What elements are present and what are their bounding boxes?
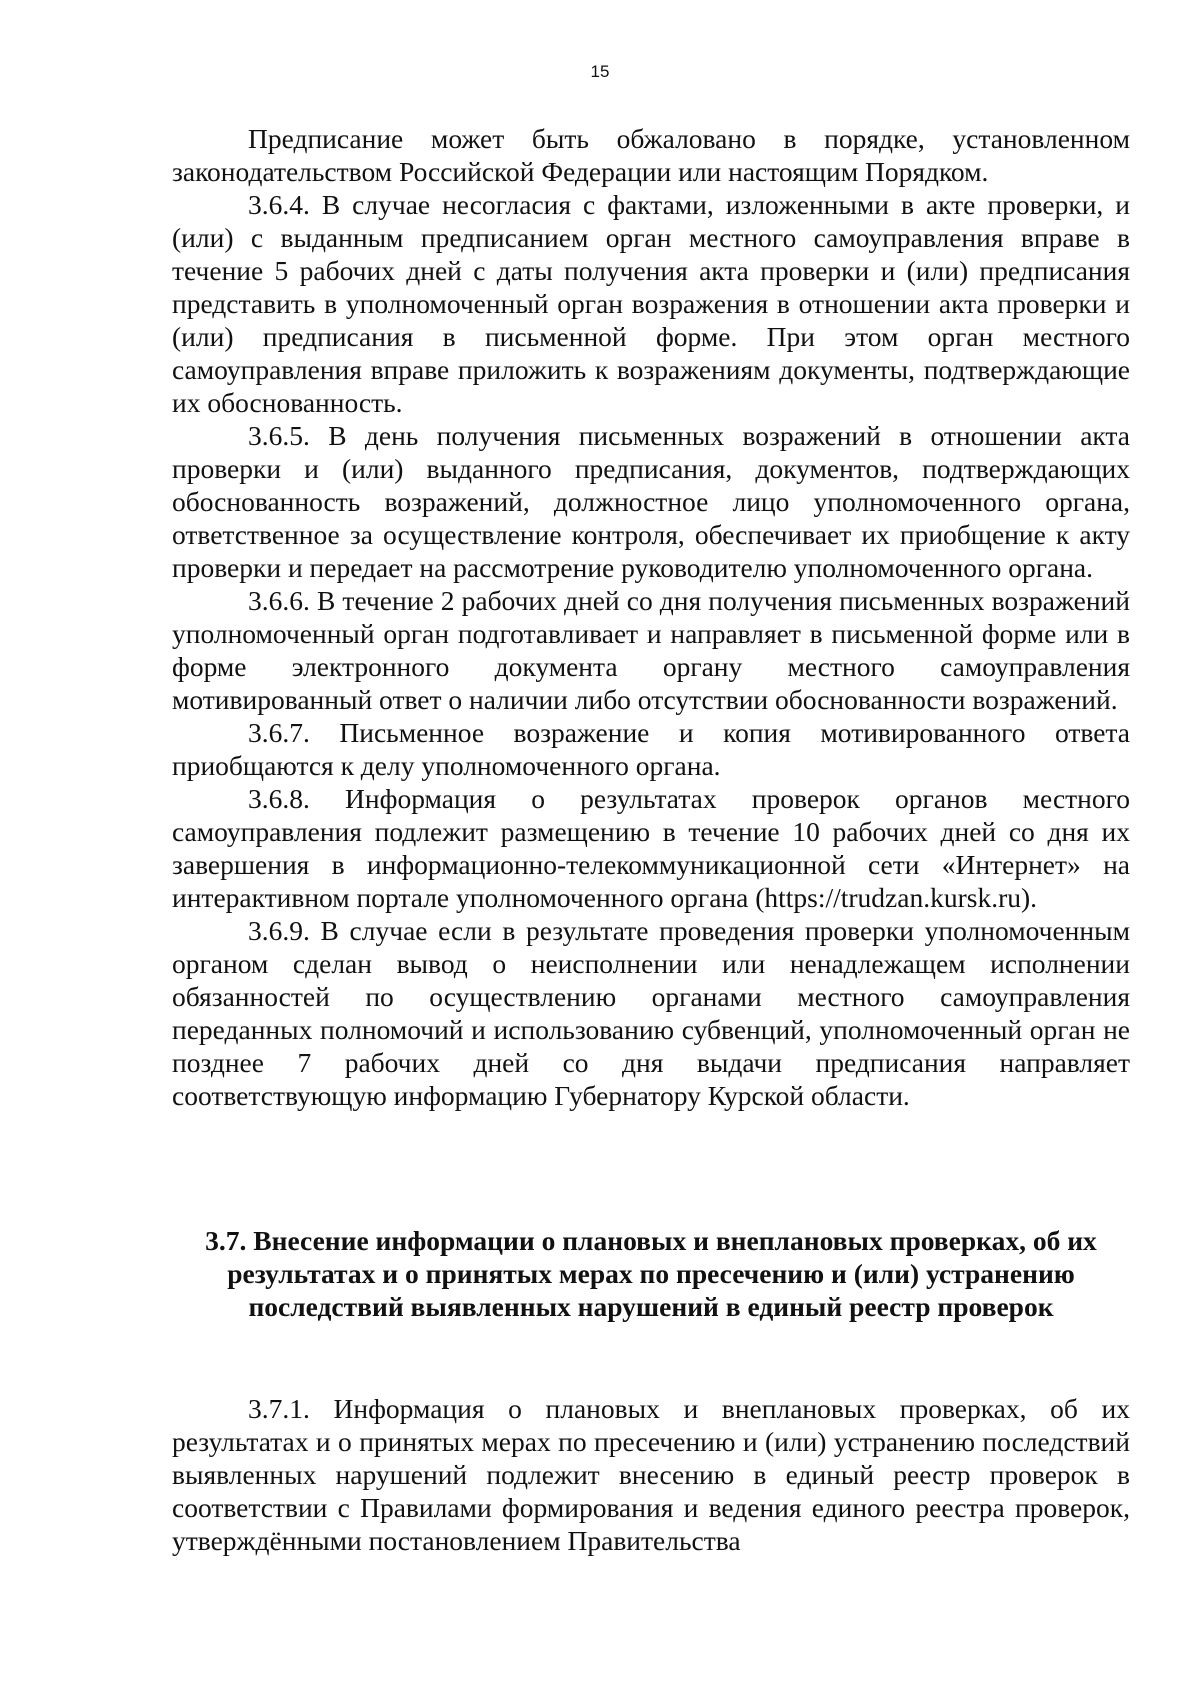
paragraph-3-6-5: 3.6.5. В день получения письменных возражений в отношении акта проверки и (или) выданного предписания, документов, подтверждающих обоснованность возражений, должностное лицо уполномоченного органа, ответственное за осуществление контроля, обеспечивает их приобщение к акту проверки и передает на рассмотрение руководителю уполномоченного органа. bbox=[172, 420, 1130, 583]
section-heading-3-7: 3.7. Внесение информации о плановых и внеплановых проверках, об их результатах и о принятых мерах по пресечению и (или) устранению последствий выявленных нарушений в единый реестр проверок bbox=[205, 1225, 1097, 1322]
paragraph-3-6-8: 3.6.8. Информация о результатах проверок органов местного самоуправления подлежит размещению в течение 10 рабочих дней со дня их завершения в информационно-телекоммуникационной сети «Интернет» на интерактивном портале уполномоченного органа (https://trudzan.kursk.ru). bbox=[172, 783, 1130, 913]
page-number: 15 bbox=[590, 62, 610, 81]
paragraph-3-7-1: 3.7.1. Информация о плановых и внеплановых проверках, об их результатах и о принятых мерах по пресечению и (или) устранению последствий выявленных нарушений подлежит внесению в единый реестр проверок в соответствии с Правилами формирования и ведения единого реестра проверок, утверждёнными постановлением Правительства bbox=[172, 1393, 1130, 1556]
paragraph-3-6-6: 3.6.6. В течение 2 рабочих дней со дня получения письменных возражений уполномоченный орган подготавливает и направляет в письменной форме или в форме электронного документа органу местного самоуправления мотивированный ответ о наличии либо отсутствии обоснованности возражений. bbox=[172, 585, 1130, 715]
paragraph-3-6-9: 3.6.9. В случае если в результате проведения проверки уполномоченным органом сделан вывод о неисполнении или ненадлежащем исполнении обязанностей по осуществлению органами местного самоуправления переданных полномочий и использованию субвенций, уполномоченный орган не позднее 7 рабочих дней со дня выдачи предписания направляет соответствующую информацию Губернатору Курской области. bbox=[172, 915, 1130, 1111]
section-body-text bbox=[172, 1392, 1130, 1557]
paragraph-appeal: Предписание может быть обжаловано в порядке, установленном законодательством Российской Федерации или настоящим Порядком. bbox=[172, 123, 1130, 187]
paragraph-3-6-4: 3.6.4. В случае несогласия с фактами, изложенными в акте проверки, и (или) с выданным предписанием орган местного самоуправления вправе в течение 5 рабочих дней с даты получения акта проверки и (или) предписания представить в уполномоченный орган возражения в отношении акта проверки и (или) предписания в письменной форме. При этом орган местного самоуправления вправе приложить к возражениям документы, подтверждающие их обоснованность. bbox=[172, 189, 1130, 418]
paragraph-3-6-7: 3.6.7. Письменное возражение и копия мотивированного ответа приобщаются к делу уполномоченного органа. bbox=[172, 717, 1130, 781]
body-text bbox=[172, 122, 1130, 1112]
